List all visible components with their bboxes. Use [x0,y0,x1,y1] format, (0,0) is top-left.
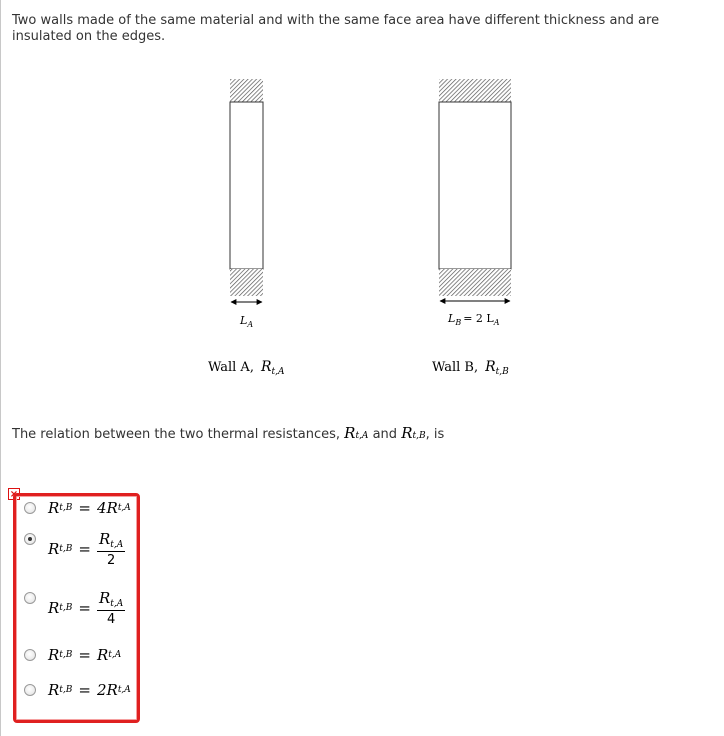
option-1-lhs: R [48,499,60,517]
wall-b-resistance-symbol: R [485,359,496,375]
option-3-num-symbol: R [98,589,111,607]
option-2-radio[interactable] [24,533,36,545]
option-3-num-sub: t,A [110,599,124,609]
relation-prefix: The relation between the two thermal resistances, [12,427,341,442]
wall-a-thickness-subscript: A [247,320,254,329]
option-5-equals: = [78,681,91,699]
option-2-fraction [97,530,125,568]
wall-a-thickness-label [239,314,253,329]
option-1-rhs: 4R [96,499,118,517]
option-5-radio[interactable] [24,684,36,696]
option-2-denominator: 2 [106,553,116,568]
relation-r1 [344,424,368,442]
option-2-lhs: R [48,540,60,558]
wall-a-bottom-insulation [230,269,263,296]
relation-and: and [372,427,398,442]
wall-b-resistance-subscript: t,B [495,367,509,377]
option-3-equals: = [78,599,91,617]
option-5-lhs-sub: t,B [59,685,73,695]
option-4[interactable] [24,640,121,670]
wall-a-resistance-symbol: R [260,359,272,375]
option-5-rhs: 2R [96,681,118,699]
wall-b [439,102,511,269]
option-3-lhs: R [48,599,60,617]
option-4-lhs: R [48,646,60,664]
option-3-radio[interactable] [24,592,36,604]
wall-a-caption [208,359,285,377]
wall-b-caption [432,359,509,377]
wall-b-thickness-relation: = 2 L [463,312,494,325]
option-3-lhs-sub: t,B [59,603,73,613]
option-2-num-symbol: R [98,530,111,548]
option-2[interactable] [24,530,125,568]
question-text: Two walls made of the same material and with the same face area have different thickness and are insulated on the edges. [12,13,660,44]
option-3-equation [48,589,125,627]
option-4-equals: = [78,646,91,664]
relation-r2 [401,424,425,442]
wall-b-thickness-symbol: L [448,312,456,325]
wall-a-resistance-subscript: t,A [271,367,285,377]
wall-b-top-insulation [439,79,511,102]
option-5-rhs-sub: t,A [117,685,131,695]
option-4-radio[interactable] [24,649,36,661]
wall-a-name: Wall A, [208,360,254,375]
option-1-equation [48,499,131,517]
option-3-denominator: 4 [106,612,116,627]
wall-a [230,102,263,269]
option-1-lhs-sub: t,B [59,503,73,513]
option-1-equals: = [78,499,91,517]
option-3-fraction [97,589,125,627]
wall-b-name: Wall B, [432,360,479,375]
option-1[interactable] [24,493,131,523]
option-1-rhs-sub: t,A [117,503,131,513]
option-2-num-sub: t,A [110,540,124,550]
option-5-lhs: R [48,681,60,699]
option-2-equation [48,530,125,568]
option-4-rhs: R [96,646,109,664]
option-2-numerator [97,530,125,552]
option-4-rhs-sub: t,A [108,650,122,660]
relation-r2-subscript: t,B [412,431,426,441]
relation-suffix: , is [425,427,445,442]
wall-b-thickness-label [447,312,500,327]
option-2-equals: = [78,540,91,558]
wall-a-thickness-symbol: L [240,314,248,327]
option-1-radio[interactable] [24,502,36,514]
wall-a-top-insulation [230,79,263,102]
wall-b-bottom-insulation [439,269,511,296]
option-4-lhs-sub: t,B [59,650,73,660]
option-3[interactable] [24,589,125,627]
option-3-numerator [97,589,125,611]
option-5-equation [48,681,131,699]
relation-r1-symbol: R [344,424,356,442]
option-2-lhs-sub: t,B [59,544,73,554]
incorrect-answer-icon: × [9,489,19,500]
relation-r2-symbol: R [401,424,413,442]
wall-b-thickness-subscript: B [455,318,462,327]
relation-prompt [12,424,444,442]
option-4-equation [48,646,121,664]
relation-r1-subscript: t,A [355,431,369,441]
option-5[interactable] [24,675,131,705]
wall-b-thickness-relation-subscript: A [493,318,500,327]
